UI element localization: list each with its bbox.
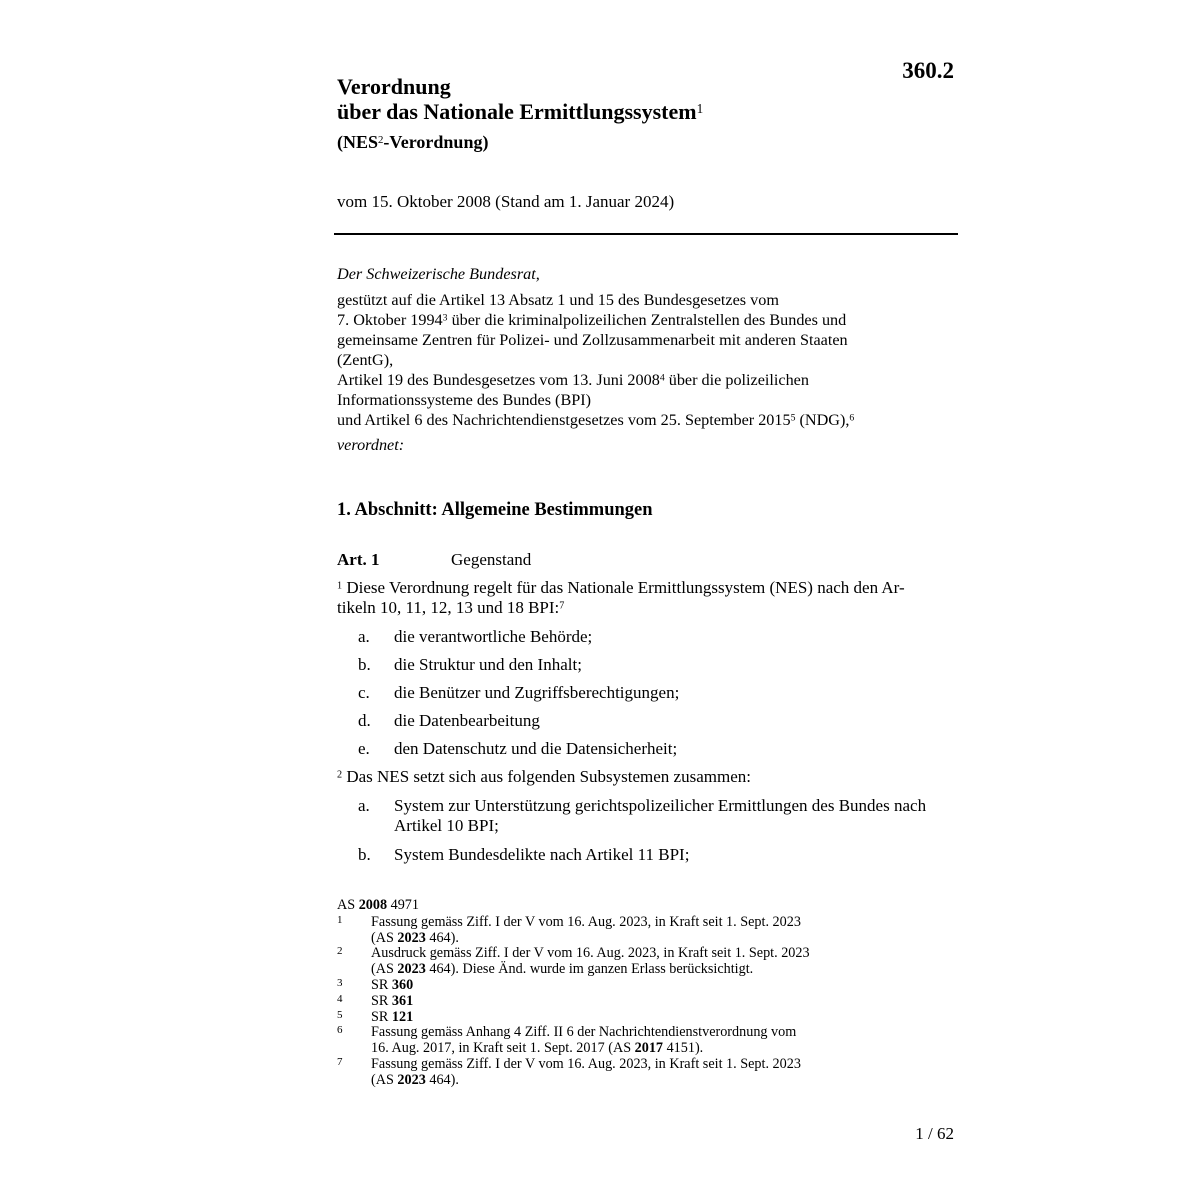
footnote-ref[interactable]: 6 <box>849 412 855 424</box>
preamble-closing: verordnet: <box>337 436 405 454</box>
header-divider <box>334 233 958 235</box>
preamble-line: und Artikel 6 des Nachrichtendienstgesetzes vom 25. September 2015$^5$ (NDG),$^6$ <box>337 411 855 429</box>
footnote-ref[interactable]: 1 <box>696 101 704 117</box>
footnote: 1 Fassung gemäss Ziff. I der V vom 16. Aug. 2023, in Kraft seit 1. Sept. 2023 (AS 2023 464). <box>337 913 801 946</box>
article-number: Art. 1 <box>337 550 380 569</box>
document-page: 360.2 Verordnung über das Nationale Ermittlungssystem$^1$ (NES$^2$-Verordnung) vom 15. Oktober 2008 (Stand am 1. Januar 2024) Der Schweizerische Bundesrat, gestützt auf die Artikel 13 Absatz 1 und 15 des Bundesgesetzes vom 7. Oktober 1994$^3$ über die kriminalpolizeilichen Zentralstellen des Bundes und gemeinsame Zentren für Polizei- und Zollzusammenarbeit mit anderen Staaten (ZentG), Artikel 19 des Bundesgesetzes vom 13. Juni 2008$^4$ über die polizeilichen Informationssysteme des Bundes (BPI) und Artikel 6 des Nachrichtendienstgesetzes vom 25. September 2015$^5$ (NDG),$^6$ verordnet: 1. Abschnitt: Allgemeine Bestimmungen Art. 1 Gegenstand $^1$ Diese Verordnung regelt für das Nationale Ermittlungssystem (NES) nach den Ar- tikeln 10, 11, 12, 13 und 18 BPI:$^7$ a. die verantwortliche Behörde; b. die Struktur und den Inhalt; c. die Benützer und Zugriffsberechtigungen; d. die Datenbearbeitung e. den Datenschutz und die Datensicherheit; $^2$ Das NES setzt sich aus folgenden Subsystemen zusammen: a. System zur Unterstützung gerichtspolizeilicher Ermittlungen des Bundes nach Artikel 10 BPI; b. System Bundesdelikte nach Artikel 11 BPI; AS 2008 4971 1 Fassung gemäss Ziff. I der V vom 16. Aug. 2023, in Kraft seit 1. Sept. 2023 (AS 2023 464). 2 Ausdruck gemäss Ziff. I der V vom 16. Aug. 2023, in Kraft seit 1. Sept. 2023 (AS 2023 464). Diese Änd. wurde im ganzen Erlass berücksichtigt. 3 SR 360 4 SR 361 5 SR 121 6 Fassung gemäss Anhang 4 Ziff. II 6 der Nachrichtendienstverordnung vom 16. Aug. 2017, in Kraft seit 1. Sept. 2017 (AS 2017 4151). 7 Fassung gemäss Ziff. I der V vom 16. Aug. 2023, in Kraft seit 1. Sept. 2023 (AS 2023 464). 1 / 62 <box>0 0 1200 1200</box>
preamble-line: (ZentG), <box>337 351 394 369</box>
footnote: 5 SR 121 <box>337 1008 414 1025</box>
preamble-opening: Der Schweizerische Bundesrat, <box>337 265 540 283</box>
preamble-line: gestützt auf die Artikel 13 Absatz 1 und 15 des Bundesgesetzes vom <box>337 291 779 309</box>
preamble-line: gemeinsame Zentren für Polizei- und Zollzusammenarbeit mit anderen Staaten <box>337 331 848 349</box>
title-line-2: über das Nationale Ermittlungssystem$^1$ <box>337 99 704 124</box>
footnote: 3 SR 360 <box>337 976 414 993</box>
footnote-ref[interactable]: 7 <box>559 600 565 612</box>
footnote-ref[interactable]: 4 <box>659 372 665 384</box>
footnote-ref[interactable]: 2 <box>378 134 384 147</box>
footnote: 4 SR 361 <box>337 992 414 1009</box>
preamble-line: 7. Oktober 1994$^3$ über die kriminalpolizeilichen Zentralstellen des Bundes und <box>337 311 847 329</box>
title-line-3: (NES$^2$-Verordnung) <box>337 132 489 152</box>
footnote-ref[interactable]: 3 <box>442 312 448 324</box>
preamble-line: Informationssysteme des Bundes (BPI) <box>337 391 592 409</box>
section-heading: 1. Abschnitt: Allgemeine Bestimmungen <box>337 500 653 520</box>
preamble <box>337 264 854 455</box>
footnote: 7 Fassung gemäss Ziff. I der V vom 16. Aug. 2023, in Kraft seit 1. Sept. 2023 (AS 2023 464). <box>337 1055 801 1088</box>
sr-number: 360.2 <box>902 58 954 83</box>
footnote: 6 Fassung gemäss Anhang 4 Ziff. II 6 der Nachrichtendienstverordnung vom 16. Aug. 2017, in Kraft seit 1. Sept. 2017 (AS 2017 4151). <box>337 1024 797 1057</box>
paragraph-1: $^1$ Diese Verordnung regelt für das Nationale Ermittlungssystem (NES) nach den Ar- tikeln 10, 11, 12, 13 und 18 BPI:$^7$ <box>337 578 905 617</box>
preamble-line: Artikel 19 des Bundesgesetzes vom 13. Juni 2008$^4$ über die polizeilichen <box>337 371 809 389</box>
page-number: 1 / 62 <box>915 1124 954 1143</box>
article-title: Gegenstand <box>451 550 532 569</box>
footnotes <box>337 898 810 1089</box>
footnote: 2 Ausdruck gemäss Ziff. I der V vom 16. Aug. 2023, in Kraft seit 1. Sept. 2023 (AS 2023 464). Diese Änd. wurde im ganzen Erlass berücksichtigt. <box>337 945 810 978</box>
as-reference: AS 2008 4971 <box>337 897 419 913</box>
date-line: vom 15. Oktober 2008 (Stand am 1. Januar 2024) <box>337 192 675 211</box>
footnote-ref[interactable]: 5 <box>790 412 796 424</box>
title-line-1: Verordnung <box>337 74 451 99</box>
paragraph-2: $^2$ Das NES setzt sich aus folgenden Subsystemen zusammen: <box>337 767 751 786</box>
paragraph-number: 2 <box>337 769 343 781</box>
paragraph-number: 1 <box>337 580 343 592</box>
